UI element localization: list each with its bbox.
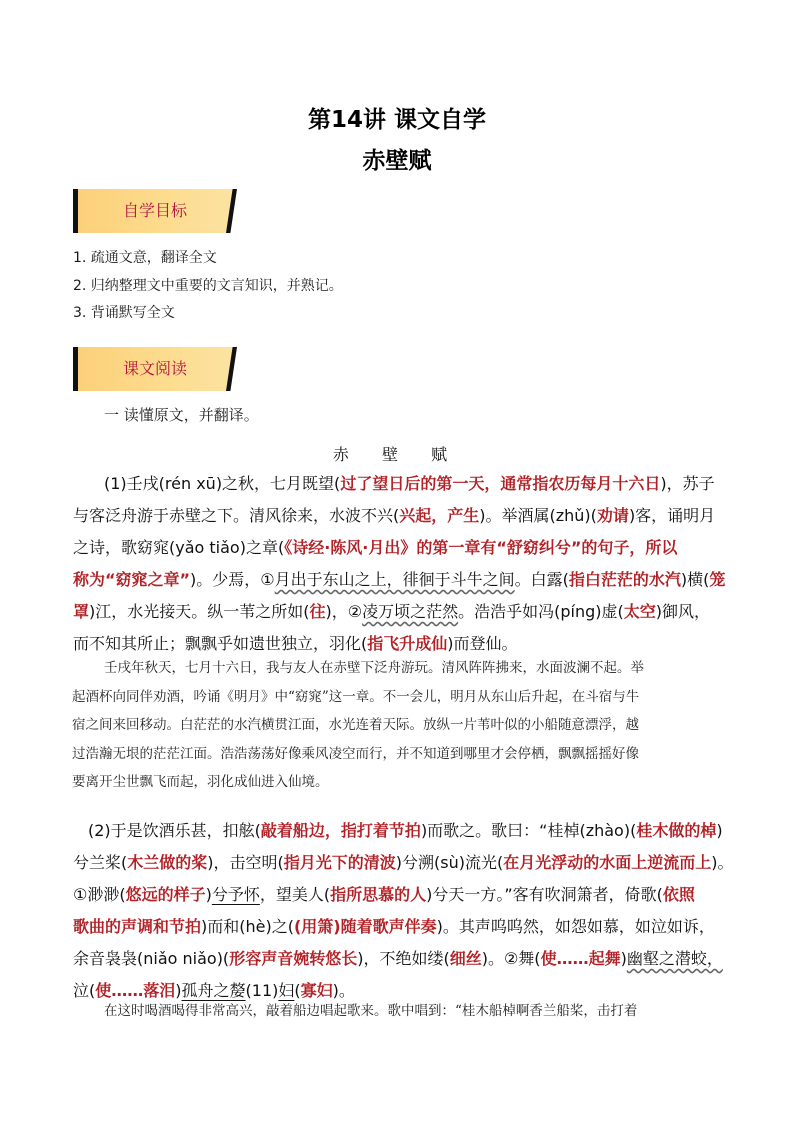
text: ) xyxy=(620,949,627,968)
goal-item-2: 2. 归纳整理文中重要的文言知识，并熟记。 xyxy=(73,278,343,294)
text: )御风， xyxy=(655,602,711,621)
text: 。浩浩乎如冯(píng)虚( xyxy=(458,602,624,621)
text: 之诗，歌窈窕(yǎo tiǎo)之章( xyxy=(73,538,285,557)
p2-line-2 xyxy=(73,847,748,879)
annotation: 在月光浮动的水面上逆流而上 xyxy=(503,853,712,872)
text-title: 赤 壁 赋 xyxy=(332,445,462,464)
p1-line-2 xyxy=(73,500,738,532)
annotation: 笼 xyxy=(709,570,726,589)
page-title: 第14讲 课文自学 xyxy=(307,107,486,133)
key-sentence: 月出于东山之上，徘徊于斗牛之间 xyxy=(274,570,515,589)
text: 余音袅袅(niǎo niǎo)( xyxy=(73,949,230,968)
annotation: 指飞升成仙 xyxy=(367,634,448,653)
text: )。 xyxy=(332,981,355,1000)
text: )横( xyxy=(680,570,710,589)
p1-line-5 xyxy=(73,596,738,628)
paragraph-2 xyxy=(73,815,748,1007)
annotation: 太空 xyxy=(623,602,656,621)
annotation: 指所思慕的人 xyxy=(330,885,427,904)
translation-2 xyxy=(104,997,740,1026)
annotation: 指白茫茫的水汽 xyxy=(568,570,681,589)
p2-line-1 xyxy=(88,815,748,847)
text: 兮兰桨( xyxy=(73,853,128,872)
annotation: 悠远的样子 xyxy=(125,885,206,904)
text: )，不绝如缕( xyxy=(357,949,450,968)
text: (1)壬戌(rén xū)之秋，七月既望( xyxy=(104,474,341,493)
text: )。举酒属(zhǔ)( xyxy=(479,506,597,525)
key-sentence: 凌万顷之茫然 xyxy=(362,602,459,621)
annotation: 细丝 xyxy=(449,949,482,968)
text: )，② xyxy=(325,602,363,621)
text: )。少焉，① xyxy=(190,570,275,589)
translation-line: 过浩瀚无垠的茫茫江面。浩浩荡荡好像乘风凌空而行，并不知道到哪里才会停栖，飘飘摇摇好像 xyxy=(72,745,639,762)
essay-title: 赤壁赋 xyxy=(362,148,432,174)
key-sentence: 兮予怀 xyxy=(211,885,260,904)
text: )客，诵明月 xyxy=(628,506,716,525)
p1-line-1 xyxy=(73,468,738,500)
key-sentence: 孤舟之嫠 xyxy=(181,981,246,1000)
translation-line: 起酒杯向同伴劝酒，吟诵《明月》中“窈窕”这一章。不一会儿，明月从东山后升起，在斗宿与牛 xyxy=(72,688,640,705)
text: )，击空明( xyxy=(207,853,284,872)
badge-label: 自学目标 xyxy=(122,201,187,220)
text: )江，水光接天。纵一苇之所如( xyxy=(89,602,310,621)
text: 与客泛舟游于赤壁之下。清风徐来，水波不兴( xyxy=(73,506,400,525)
annotation: 形容声音婉转悠长 xyxy=(229,949,358,968)
annotation: 依照 xyxy=(662,885,695,904)
text: )而登仙。 xyxy=(447,634,518,653)
translation-line: 要离开尘世飘飞而起，羽化成仙进入仙境。 xyxy=(72,774,329,790)
annotation: 罩 xyxy=(73,602,90,621)
translation-line: 在这时喝酒喝得非常高兴，敲着船边唱起歌来。歌中唱到：“桂木船棹啊香兰船桨，击打着 xyxy=(104,1003,638,1019)
text: )，苏子 xyxy=(660,474,715,493)
text: )。 xyxy=(711,853,734,872)
annotation: 木兰做的桨 xyxy=(127,853,208,872)
goal-item-1: 1. 疏通文意，翻译全文 xyxy=(73,250,217,266)
text: )而歌之。歌曰：“桂棹(zhào)( xyxy=(420,821,637,840)
annotation: 往 xyxy=(309,602,326,621)
text: 泣( xyxy=(73,981,96,1000)
key-sentence: 妇 xyxy=(278,981,295,1000)
annotation: 桂木做的棹 xyxy=(636,821,717,840)
text: ) xyxy=(175,981,182,1000)
text: 而不知其所止；飘飘乎如遗世独立，羽化( xyxy=(73,634,368,653)
annotation: 指月光下的清波 xyxy=(283,853,396,872)
translation-line: 壬戌年秋天，七月十六日，我与友人在赤壁下泛舟游玩。清风阵阵拂来，水面波澜不起。举 xyxy=(104,660,644,676)
annotation: 《诗经·陈风·月出》的第一章有“舒窈纠兮”的句子，所以 xyxy=(284,538,678,557)
text: ) xyxy=(716,821,723,840)
translation-1 xyxy=(72,654,740,797)
badge-label: 课文阅读 xyxy=(122,359,187,378)
text: )兮天一方。”客有吹洞箫者，倚歌( xyxy=(426,885,663,904)
annotation: 寡妇 xyxy=(300,981,333,1000)
text: ) xyxy=(205,885,212,904)
text: )。②舞( xyxy=(481,949,541,968)
section-badge-reading xyxy=(73,347,237,391)
text: ( xyxy=(294,981,301,1000)
goal-item-3: 3. 背诵默写全文 xyxy=(73,305,175,321)
text: (2)于是饮酒乐甚，扣舷( xyxy=(88,821,261,840)
p1-line-3 xyxy=(73,532,738,564)
annotation: 劝请 xyxy=(596,506,629,525)
text: 。白露( xyxy=(514,570,569,589)
p2-line-3 xyxy=(73,879,748,911)
text: ①渺渺( xyxy=(73,885,126,904)
annotation: 歌曲的声调和节拍 xyxy=(73,917,202,936)
text: )。其声呜呜然，如怨如慕，如泣如诉， xyxy=(436,917,715,936)
reading-instruction: 一 读懂原文，并翻译。 xyxy=(104,406,259,424)
annotation: (用箫)随着歌声伴奏 xyxy=(293,917,437,936)
translation-line: 宿之间来回移动。白茫茫的水汽横贯江面，水光连着天际。放纵一片苇叶似的小船随意漂浮，越 xyxy=(72,717,639,733)
footnote-mark: (11) xyxy=(245,981,279,1000)
section-badge-goals xyxy=(73,189,237,233)
p2-line-4 xyxy=(73,911,748,943)
annotation: 过了望日后的第一天，通常指农历每月十六日 xyxy=(340,474,661,493)
p1-line-4 xyxy=(73,564,738,596)
annotation: 使……落泪 xyxy=(95,981,176,1000)
p2-line-5 xyxy=(73,943,748,975)
key-sentence: 幽壑之潜蛟， xyxy=(626,949,723,968)
annotation: 使……起舞 xyxy=(540,949,621,968)
annotation: 兴起，产生 xyxy=(399,506,480,525)
annotation: 称为“窈窕之章” xyxy=(73,570,191,589)
annotation: 敲着船边，指打着节拍 xyxy=(260,821,421,840)
text: ，望美人( xyxy=(259,885,331,904)
text: )而和(hè)之( xyxy=(201,917,294,936)
text: )兮溯(sù)流光( xyxy=(395,853,504,872)
paragraph-1 xyxy=(73,468,738,660)
